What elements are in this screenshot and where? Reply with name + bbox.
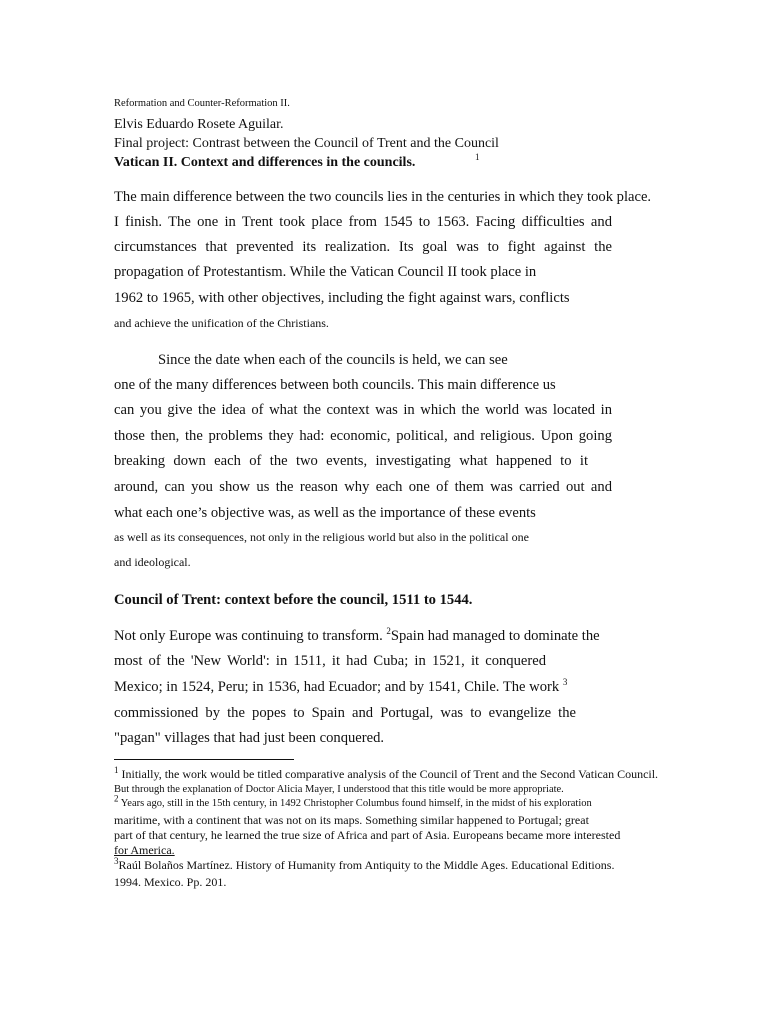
para2-line4: those then, the problems they had: economic, political, and religious. Upon going	[114, 428, 612, 444]
footnote-1-mark: 1	[114, 765, 119, 775]
para2-line6: around, can you show us the reason why each one of them was carried out and	[114, 479, 612, 495]
footnote-2-line3: part of that century, he learned the true size of Africa and part of Asia. Europeans became more interested	[114, 828, 621, 842]
section-heading: Council of Trent: context before the council, 1511 to 1544.	[114, 592, 473, 608]
para1-line5: 1962 to 1965, with other objectives, including the fight against wars, conflicts	[114, 290, 570, 306]
para3-line4: commissioned by the popes to Spain and Portugal, was to evangelize the	[114, 705, 576, 721]
para1-line1: The main difference between the two councils lies in the centuries in which they took place.	[114, 189, 652, 205]
para2-line7: what each one’s objective was, as well as the importance of these events	[114, 505, 536, 521]
footnote-2-mark: 2	[114, 793, 119, 804]
footnote-1-text: Initially, the work would be titled comparative analysis of the Council of Trent and the Second Vatican Council.	[121, 767, 659, 781]
footnote-3-mark: 3	[114, 856, 119, 866]
para2-line8: as well as its consequences, not only in the religious world but also in the political one	[114, 530, 529, 544]
footnote-2-line2: maritime, with a continent that was not on its maps. Something similar happened to Portugal; great	[114, 813, 589, 827]
author-name: Elvis Eduardo Rosete Aguilar.	[114, 117, 284, 132]
project-title-line2: Vatican II. Context and differences in the councils.	[114, 155, 416, 170]
para3-line1	[114, 628, 600, 645]
para2-line1: Since the date when each of the councils is held, we can see	[158, 352, 508, 368]
para2-line2: one of the many differences between both councils. This main difference us	[114, 377, 556, 393]
para1-line6: and achieve the unification of the Christians.	[114, 316, 329, 330]
para2-line5: breaking down each of the two events, investigating what happened to it	[114, 453, 588, 469]
footnote-2-text: Years ago, still in the 15th century, in 1492 Christopher Columbus found himself, in the midst of his exploration	[120, 798, 592, 809]
project-title-line1: Final project: Contrast between the Council of Trent and the Council	[114, 136, 499, 151]
para3-line1-b: Spain had managed to dominate the	[390, 628, 600, 644]
footnote-2-line1	[114, 793, 592, 809]
para2-line9: and ideological.	[114, 555, 191, 569]
para3-line2: most of the 'New World': in 1511, it had Cuba; in 1521, it conquered	[114, 653, 546, 669]
footnote-ref-2[interactable]: 2	[386, 626, 391, 637]
footnote-ref-3[interactable]: 3	[562, 677, 568, 688]
footnote-3-line1	[114, 858, 614, 873]
para3-line3-a: Mexico; in 1524, Peru; in 1536, had Ecuador; and by 1541, Chile. The work	[114, 679, 560, 695]
footnote-3-line2: 1994. Mexico. Pp. 201.	[114, 875, 227, 889]
para1-line4: propagation of Protestantism. While the Vatican Council II took place in	[114, 264, 537, 280]
para1-line3: circumstances that prevented its realization. Its goal was to fight against the	[114, 239, 612, 255]
footnote-separator	[114, 759, 294, 760]
course-title: Reformation and Counter-Reformation II.	[114, 98, 290, 109]
para3-line3	[114, 679, 567, 696]
para1-line2: I finish. The one in Trent took place from 1545 to 1563. Facing difficulties and	[114, 214, 612, 230]
footnote-1-line2: But through the explanation of Doctor Alicia Mayer, I understood that this title would be more appropriate.	[114, 784, 564, 795]
para2-line3: can you give the idea of what the context was in which the world was located in	[114, 402, 612, 418]
footnote-2-line4: for America.	[114, 843, 175, 857]
footnote-1-line1	[114, 767, 658, 782]
para3-line1-a: Not only Europe was continuing to transform.	[114, 628, 383, 644]
footnote-ref-1[interactable]: 1	[475, 152, 480, 162]
para3-line5: "pagan" villages that had just been conquered.	[114, 730, 385, 746]
footnote-3-text: Raúl Bolaños Martínez. History of Humanity from Antiquity to the Middle Ages. Educational Editions.	[118, 858, 615, 872]
